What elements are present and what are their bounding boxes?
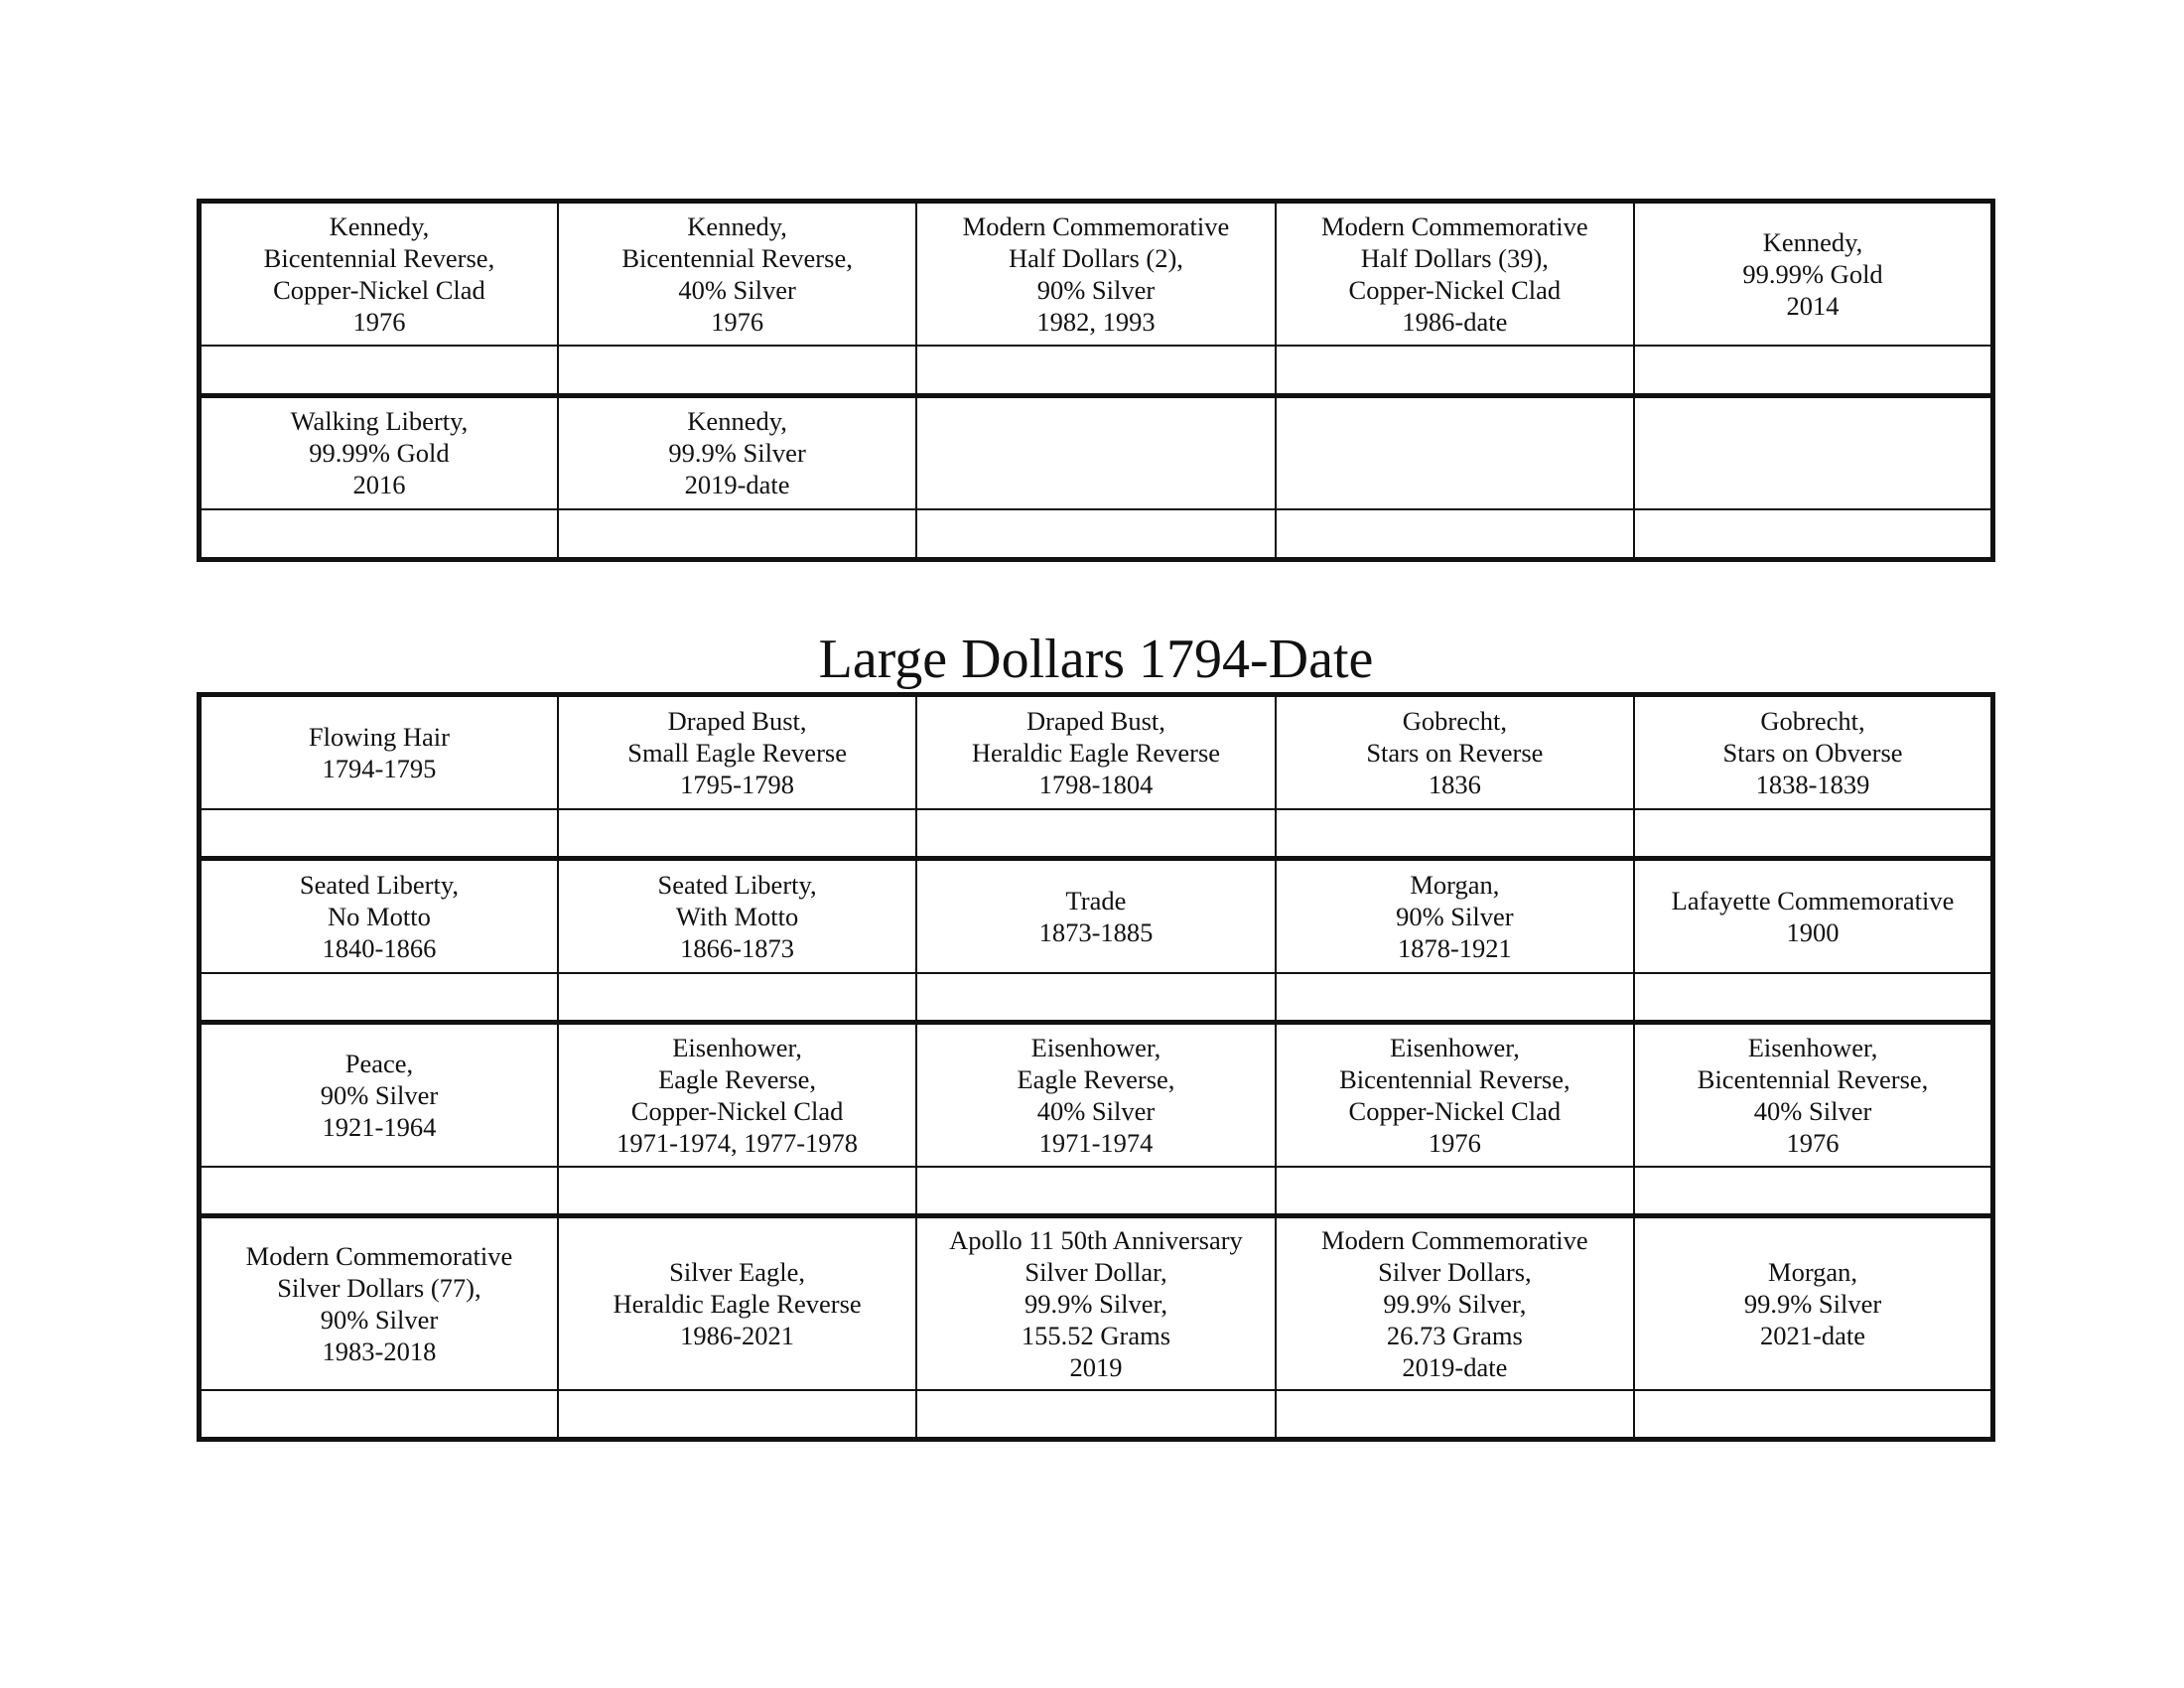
coin-slot-cell (1634, 1390, 1992, 1440)
coin-type-label-line: 1798-1804 (1038, 769, 1154, 799)
coin-type-label-line: Morgan, (1768, 1256, 1858, 1287)
coin-type-cell (558, 1216, 916, 1390)
coin-type-row (200, 202, 1993, 346)
coin-type-cell (558, 859, 916, 973)
coin-type-label-line: 26.73 Grams (1386, 1320, 1523, 1350)
coin-type-label-line: Copper-Nickel Clad (1348, 1095, 1562, 1126)
coin-type-cell (1634, 859, 1992, 973)
large-dollars-title: Large Dollars 1794-Date (818, 629, 1374, 690)
coin-type-label-line: 90% Silver (1396, 901, 1514, 931)
coin-type-cell (1276, 695, 1634, 809)
coin-slot-cell (1276, 973, 1634, 1023)
coin-type-label-line: Half Dollars (39), (1360, 242, 1549, 273)
coin-type-label-line: 155.52 Grams (1021, 1320, 1171, 1350)
coin-type-label-line: Modern Commemorative (245, 1240, 513, 1271)
coin-type-label-line: Stars on Reverse (1366, 737, 1544, 768)
coin-type-label-line: Gobrecht, (1402, 705, 1507, 736)
coin-slot-cell (916, 1390, 1275, 1440)
coin-type-label-line: Seated Liberty, (657, 869, 817, 900)
coin-type-label-line: Heraldic Eagle Reverse (971, 737, 1221, 768)
coin-type-label-line: 90% Silver (320, 1079, 439, 1110)
coin-type-label-line: 1795-1798 (680, 769, 794, 799)
coin-slot-row (200, 1167, 1993, 1216)
coin-type-label-line: 2016 (352, 470, 406, 500)
coin-type-label-line: Bicentennial Reverse, (1697, 1063, 1929, 1094)
coin-type-label-line: Morgan, (1410, 869, 1500, 900)
coin-type-label-line: 1976 (1786, 1127, 1840, 1158)
coin-type-cell (200, 1216, 558, 1390)
coin-type-cell (916, 859, 1275, 973)
coin-slot-cell (200, 809, 558, 859)
coin-type-label-line: Modern Commemorative (962, 211, 1230, 241)
coin-type-label-line: 99.9% Silver, (1024, 1288, 1167, 1319)
coin-slot-cell (200, 346, 558, 396)
coin-type-label-line: Silver Dollar, (1024, 1256, 1167, 1287)
coin-type-label-line: Lafayette Commemorative (1671, 885, 1955, 915)
coin-type-label-line: Copper-Nickel Clad (1348, 274, 1562, 305)
coin-type-label-line: 2019-date (684, 470, 790, 500)
coin-slot-cell (1634, 1167, 1992, 1216)
coin-type-label-line: 2019-date (1402, 1351, 1508, 1382)
coin-type-row (200, 396, 1993, 509)
coin-slot-cell (916, 346, 1275, 396)
coin-type-label-line: 40% Silver (1036, 1095, 1156, 1126)
coin-slot-cell (558, 1390, 916, 1440)
coin-type-cell (1634, 1216, 1992, 1390)
coin-type-label-line: 99.99% Gold (1742, 258, 1883, 289)
coin-type-label-line: Stars on Obverse (1722, 737, 1903, 768)
coin-type-cell (1276, 1216, 1634, 1390)
coin-type-label-line: Trade (1065, 885, 1127, 915)
coin-type-label-line: 1976 (352, 306, 406, 337)
coin-type-label-line: 1986-date (1402, 306, 1508, 337)
coin-slot-cell (1276, 809, 1634, 859)
coin-type-cell (558, 695, 916, 809)
coin-slot-cell (1634, 973, 1992, 1023)
coin-slot-row (200, 809, 1993, 859)
coin-type-row (200, 1023, 1993, 1167)
coin-type-cell (916, 1023, 1275, 1167)
coin-type-label-line: Draped Bust, (667, 705, 807, 736)
coin-type-label-line: Bicentennial Reverse, (621, 242, 853, 273)
coin-type-label-line: 90% Silver (320, 1304, 439, 1335)
empty-cell (1276, 396, 1634, 509)
coin-type-label-line: 40% Silver (1753, 1095, 1872, 1126)
coin-type-label-line: 1986-2021 (680, 1320, 794, 1350)
coin-type-cell (558, 202, 916, 346)
coin-type-label-line: 1840-1866 (322, 932, 437, 963)
coin-type-label-line: With Motto (675, 901, 799, 931)
coin-type-label-line: 1971-1974, 1977-1978 (616, 1127, 859, 1158)
coin-type-label-line: 2021-date (1760, 1320, 1866, 1350)
coin-slot-cell (1634, 346, 1992, 396)
coin-type-label-line: Eagle Reverse, (1017, 1063, 1175, 1094)
coin-type-label-line: Seated Liberty, (299, 869, 460, 900)
coin-type-label-line: Kennedy, (329, 211, 430, 241)
coin-type-label-line: Modern Commemorative (1321, 211, 1588, 241)
coin-type-label-line: Peace, (344, 1048, 414, 1078)
coin-type-label-line: Apollo 11 50th Anniversary (949, 1224, 1243, 1255)
coin-type-label-line: Kennedy, (687, 211, 787, 241)
coin-slot-cell (1276, 509, 1634, 560)
coin-type-label-line: 99.9% Silver (1743, 1288, 1882, 1319)
coin-slot-row (200, 509, 1993, 560)
coin-type-cell (200, 1023, 558, 1167)
coin-type-label-line: Half Dollars (2), (1009, 242, 1183, 273)
large-dollars-table (197, 692, 1995, 1442)
coin-type-cell (916, 1216, 1275, 1390)
coin-type-row (200, 859, 1993, 973)
coin-type-cell (916, 695, 1275, 809)
coin-type-cell (1634, 1023, 1992, 1167)
coin-slot-cell (200, 973, 558, 1023)
coin-type-label-line: 1794-1795 (322, 753, 437, 783)
coin-type-label-line: Kennedy, (1762, 226, 1863, 257)
coin-slot-cell (558, 973, 916, 1023)
coin-type-cell (200, 859, 558, 973)
coin-type-cell (1276, 202, 1634, 346)
coin-type-label-line: 1878-1921 (1397, 932, 1512, 963)
coin-slot-cell (558, 509, 916, 560)
coin-type-label-line: Flowing Hair (308, 721, 450, 752)
coin-type-label-line: 1838-1839 (1755, 769, 1870, 799)
coin-type-cell (916, 202, 1275, 346)
coin-slot-row (200, 973, 1993, 1023)
coin-type-label-line: Modern Commemorative (1321, 1224, 1588, 1255)
coin-type-label-line: Walking Liberty, (290, 406, 469, 437)
coin-type-label-line: Silver Dollars (77), (277, 1272, 481, 1303)
coin-type-cell (1276, 859, 1634, 973)
coin-type-label-line: 1983-2018 (322, 1336, 437, 1366)
coin-type-label-line: 1866-1873 (680, 932, 794, 963)
coin-type-label-line: 90% Silver (1036, 274, 1156, 305)
coin-slot-cell (916, 973, 1275, 1023)
coin-type-row (200, 695, 1993, 809)
coin-type-label-line: Silver Eagle, (669, 1256, 806, 1287)
coin-type-label-line: No Motto (328, 901, 431, 931)
coin-slot-row (200, 346, 1993, 396)
coin-slot-cell (1276, 346, 1634, 396)
coin-type-label-line: 1971-1974 (1038, 1127, 1154, 1158)
coin-type-label-line: Eagle Reverse, (658, 1063, 817, 1094)
coin-type-label-line: Copper-Nickel Clad (273, 274, 485, 305)
coin-slot-cell (1276, 1390, 1634, 1440)
coin-type-label-line: 1982, 1993 (1036, 306, 1156, 337)
coin-slot-cell (558, 1167, 916, 1216)
coin-slot-cell (558, 809, 916, 859)
coin-slot-cell (200, 1390, 558, 1440)
coin-type-cell (200, 396, 558, 509)
coin-slot-cell (916, 509, 1275, 560)
coin-type-label-line: Gobrecht, (1760, 705, 1865, 736)
coin-type-cell (558, 396, 916, 509)
coin-type-label-line: 40% Silver (678, 274, 796, 305)
coin-type-label-line: Eisenhower, (1390, 1032, 1520, 1062)
coin-type-label-line: 99.9% Silver, (1383, 1288, 1527, 1319)
coin-type-label-line: 1976 (1428, 1127, 1481, 1158)
coin-type-label-line: 1836 (1428, 769, 1481, 799)
coin-type-row (200, 1216, 1993, 1390)
coin-type-label-line: Eisenhower, (1030, 1032, 1161, 1062)
coin-type-label-line: 99.9% Silver (668, 438, 806, 469)
coin-slot-cell (916, 809, 1275, 859)
coin-type-label-line: 2019 (1069, 1351, 1123, 1382)
coin-type-cell (200, 202, 558, 346)
coin-slot-cell (916, 1167, 1275, 1216)
empty-cell (1634, 396, 1992, 509)
coin-type-label-line: 1873-1885 (1038, 916, 1154, 947)
coin-type-label-line: 1976 (711, 306, 764, 337)
coin-type-label-line: Kennedy, (687, 406, 787, 437)
coin-slot-cell (558, 346, 916, 396)
coin-type-cell (558, 1023, 916, 1167)
coin-type-label-line: Eisenhower, (672, 1032, 802, 1062)
coin-type-label-line: Silver Dollars, (1378, 1256, 1532, 1287)
coin-slot-row (200, 1390, 1993, 1440)
coin-type-label-line: Draped Bust, (1026, 705, 1165, 736)
coin-slot-cell (200, 1167, 558, 1216)
half-dollars-continued-table (197, 199, 1995, 562)
coin-type-label-line: Copper-Nickel Clad (630, 1095, 844, 1126)
coin-type-label-line: Bicentennial Reverse, (1339, 1063, 1570, 1094)
coin-type-cell (1634, 202, 1992, 346)
coin-type-cell (1276, 1023, 1634, 1167)
coin-slot-cell (1634, 809, 1992, 859)
coin-type-cell (200, 695, 558, 809)
coin-type-label-line: Small Eagle Reverse (627, 737, 847, 768)
coin-slot-cell (200, 509, 558, 560)
coin-type-label-line: Eisenhower, (1747, 1032, 1878, 1062)
coin-type-cell (1634, 695, 1992, 809)
coin-type-label-line: Bicentennial Reverse, (263, 242, 495, 273)
coin-type-label-line: 99.99% Gold (309, 438, 450, 469)
coin-slot-cell (1276, 1167, 1634, 1216)
coin-type-label-line: 1900 (1786, 916, 1840, 947)
coin-slot-cell (1634, 509, 1992, 560)
coin-type-label-line: 2014 (1786, 290, 1840, 321)
empty-cell (916, 396, 1275, 509)
coin-type-label-line: Heraldic Eagle Reverse (613, 1288, 862, 1319)
coin-type-label-line: 1921-1964 (322, 1111, 437, 1142)
